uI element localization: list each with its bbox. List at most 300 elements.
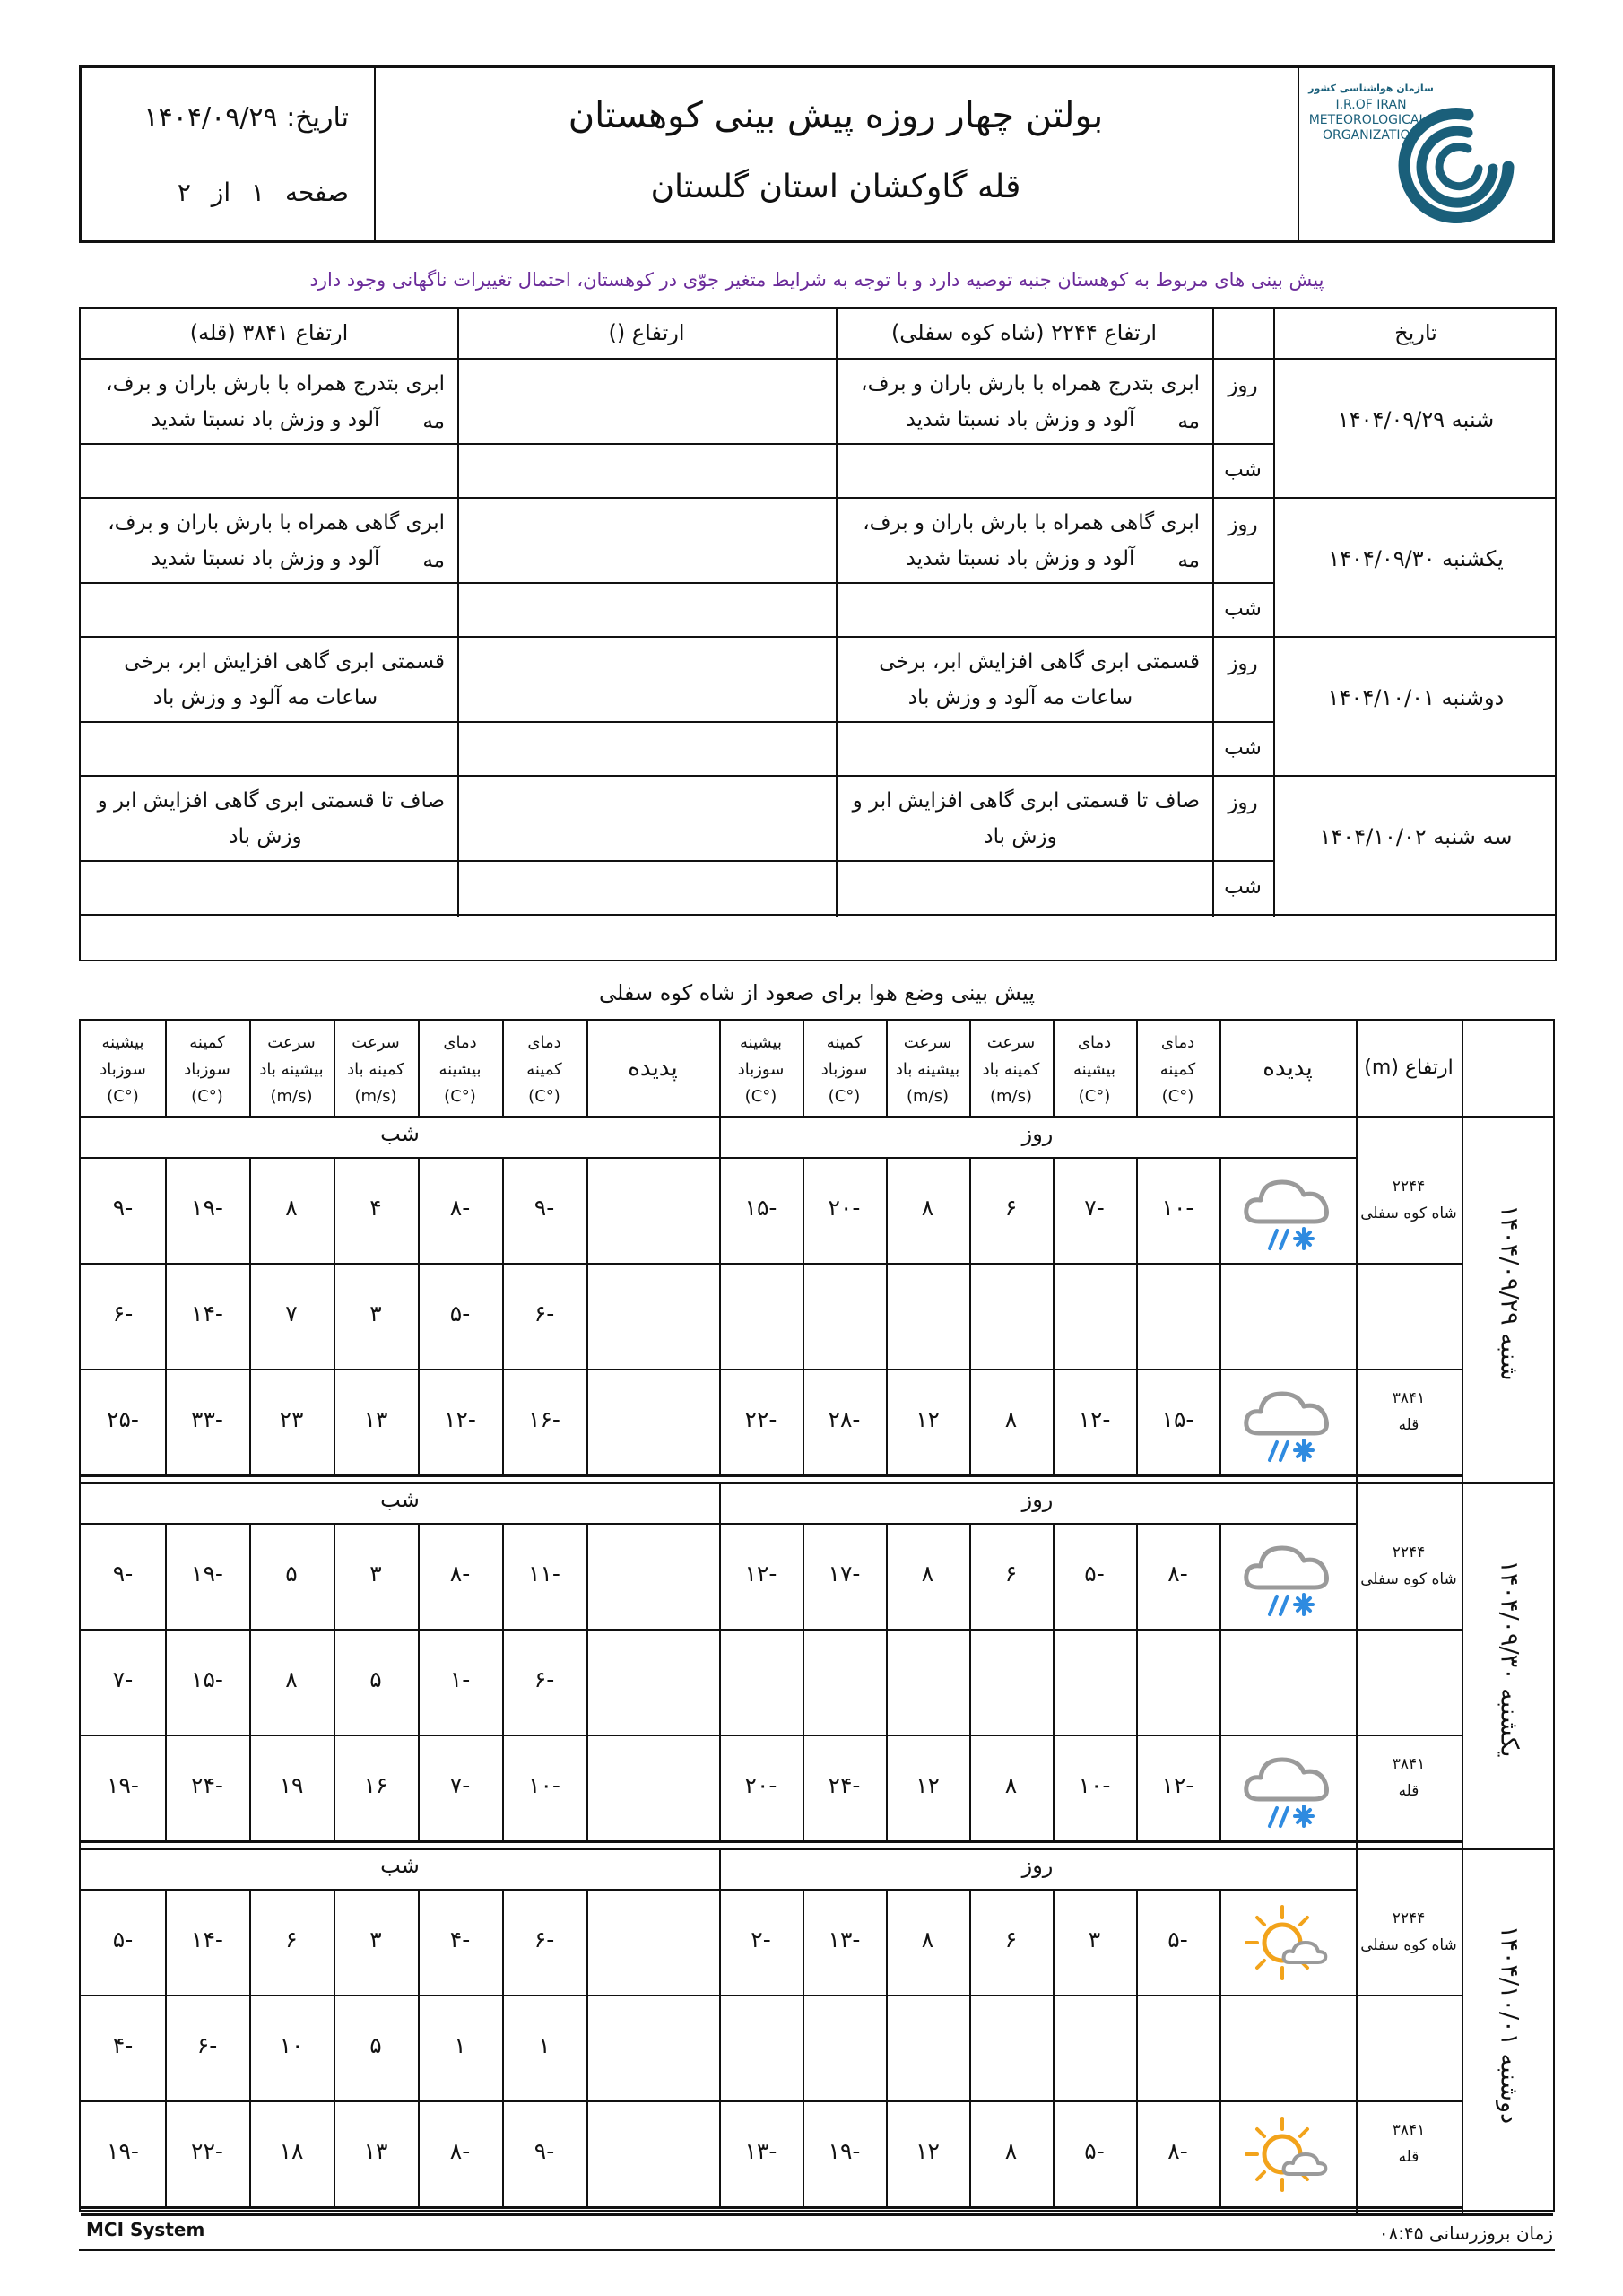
header-col-divider xyxy=(249,1021,251,1116)
header-date-cell xyxy=(82,68,376,240)
forecast-date: دوشنبه ۱۴۰۴/۱۰/۰۱ xyxy=(1327,685,1505,710)
forecast-text-2244-day-cont: ساعات مه آلود و وزش باد xyxy=(907,686,1133,709)
cell-divider xyxy=(1136,1263,1138,1369)
day-value-min_temp: -۱۲ xyxy=(1161,1772,1194,1798)
forecast-text-2244-day-cont: آلود و وزش باد نسبتا شدید xyxy=(906,547,1135,570)
day-value-max_wind: ۱۲ xyxy=(916,2138,940,2164)
night-value-min_chill: -۶ xyxy=(196,2032,218,2058)
day-night-divider xyxy=(81,443,1273,445)
night-value-min_chill: -۱۴ xyxy=(191,1300,223,1326)
forecast-text-2244-day: صاف تا قسمتی ابری گاهی افزایش ابر و xyxy=(852,789,1200,813)
cell-divider xyxy=(803,1629,804,1735)
climb-day-date: یکشنبه ۱۴۰۴/۰۹/۳۰ xyxy=(1495,1560,1523,1758)
cell-divider xyxy=(586,1263,588,1369)
header-col-divider xyxy=(1462,1021,1463,1116)
row-divider xyxy=(81,1474,1462,1477)
day-header-max_temp-line: دمای xyxy=(1077,1033,1112,1052)
elevation-place: شاه کوه سفلی xyxy=(1360,1570,1457,1588)
night-header-min_temp-line: دمای xyxy=(527,1033,561,1052)
day-header-max_chill-line: بیشینه xyxy=(739,1033,782,1052)
cloud-snow-rain-icon xyxy=(1239,1744,1338,1833)
night-header-min_wind-line: (m/s) xyxy=(354,1087,397,1106)
night-value-max_chill: -۵ xyxy=(112,1926,134,1952)
night-value-max_wind: ۷ xyxy=(285,1300,298,1326)
elevation-value: ۳۸۴۱ xyxy=(1392,1389,1426,1407)
night-value-min_temp: -۶ xyxy=(534,1300,555,1326)
cell-divider xyxy=(886,1995,888,2100)
header-elevation-2244: ارتفاع ۲۲۴۴ (شاه کوه سفلی) xyxy=(890,320,1158,345)
footer-system-name: MCI System xyxy=(86,2219,205,2240)
night-value-max_wind: ۵ xyxy=(285,1561,298,1587)
night-value-min_temp: ۱ xyxy=(538,2032,551,2058)
forecast-text-3841-day: صاف تا قسمتی ابری گاهی افزایش ابر و xyxy=(97,789,445,813)
day-section-label: روز xyxy=(1021,1121,1054,1146)
night-header-max_wind-line: (m/s) xyxy=(270,1087,313,1106)
night-value-max_wind: ۸ xyxy=(285,1666,298,1692)
row-divider xyxy=(81,1369,1462,1370)
day-value-min_temp: -۱۵ xyxy=(1161,1406,1194,1432)
elevation-value: ۲۲۴۴ xyxy=(1392,1544,1426,1561)
night-value-min_temp: -۱۱ xyxy=(528,1561,560,1587)
section-label-divider xyxy=(719,1482,721,1523)
logo-text-persian: سازمان هواشناسی کشور xyxy=(1308,83,1434,94)
bulletin-date: تاریخ: ۱۴۰۴/۰۹/۲۹ xyxy=(143,102,349,134)
day-value-max_chill: -۱۲ xyxy=(744,1561,777,1587)
night-value-max_temp: -۱ xyxy=(449,1666,471,1692)
header-elevation: ارتفاع (m) xyxy=(1364,1057,1454,1079)
elevation-place: قله xyxy=(1398,1416,1419,1434)
header-col-divider xyxy=(803,1021,804,1116)
night-value-min_wind: ۵ xyxy=(369,2032,382,2058)
day-value-max_chill: -۲۲ xyxy=(744,1406,777,1432)
night-value-min_wind: ۴ xyxy=(369,1195,382,1221)
cell-divider xyxy=(1219,1889,1221,1995)
cell-divider xyxy=(886,1263,888,1369)
cell-divider xyxy=(969,1263,971,1369)
forecast-text-3841-day: ابری گاهی همراه با بارش باران و برف، مه xyxy=(108,511,445,572)
forecast-text-2244-day: قسمتی ابری گاهی افزایش ابر، برخی xyxy=(879,650,1200,674)
night-header-min_wind-line: سرعت xyxy=(352,1033,400,1052)
night-value-min_chill: -۱۵ xyxy=(191,1666,223,1692)
cell-divider xyxy=(1219,1523,1221,1629)
night-value-max_wind: ۱۹ xyxy=(279,1772,304,1798)
footer-update-time: زمان بروزرسانی ۰۸:۴۵ xyxy=(1378,2222,1553,2244)
night-value-min_wind: ۳ xyxy=(369,1926,382,1952)
forecast-text-2244-day: ابری بتدرج همراه با بارش باران و برف، مه xyxy=(861,372,1200,433)
header-bottom-divider xyxy=(81,1116,1553,1118)
night-value-min_chill: -۳۳ xyxy=(191,1406,223,1432)
day-header-max_temp-line: (°C) xyxy=(1078,1087,1111,1106)
day-section-label: روز xyxy=(1021,1853,1054,1878)
sun-cloud-icon xyxy=(1239,1898,1338,1987)
day-value-min_chill: -۲۴ xyxy=(828,1772,861,1798)
section-label-bottom xyxy=(81,1523,1356,1525)
elevation-place: قله xyxy=(1398,2148,1419,2166)
header-col-divider xyxy=(418,1021,420,1116)
night-header-min_chill-line: سوزباد xyxy=(184,1060,230,1079)
night-value-min_temp: -۹ xyxy=(534,1195,555,1221)
night-value-max_wind: ۱۸ xyxy=(279,2138,304,2164)
bulletin-header xyxy=(79,65,1555,243)
day-value-min_temp: -۸ xyxy=(1167,2138,1188,2164)
cell-divider xyxy=(586,1889,588,1995)
column-divider xyxy=(457,309,459,917)
day-value-min_temp: -۸ xyxy=(1167,1561,1188,1587)
night-value-min_temp: -۶ xyxy=(534,1926,555,1952)
day-section-label: روز xyxy=(1021,1487,1054,1512)
day-header-min_chill-line: کمینه xyxy=(826,1033,863,1052)
forecast-text-2244-day: ابری گاهی همراه با بارش باران و برف، مه xyxy=(863,511,1200,572)
row-divider xyxy=(81,2206,1462,2209)
section-label-divider xyxy=(719,1116,721,1157)
cloud-snow-rain-icon xyxy=(1239,1166,1338,1256)
header-divider xyxy=(81,358,1555,360)
bulletin-subtitle: قله گاوکشان استان گلستان xyxy=(650,169,1021,205)
night-label: شب xyxy=(1224,458,1262,482)
day-value-max_wind: ۱۲ xyxy=(916,1772,940,1798)
row-divider xyxy=(81,1840,1462,1843)
cell-divider xyxy=(1219,1369,1221,1474)
day-header-max_chill-line: (°C) xyxy=(744,1087,777,1106)
cell-divider xyxy=(586,2100,588,2206)
night-value-min_wind: ۱۳ xyxy=(363,2138,388,2164)
night-header-max_temp-line: بیشینه xyxy=(438,1060,482,1079)
day-header-max_wind xyxy=(886,1021,969,1116)
header-col-divider xyxy=(1053,1021,1055,1116)
cloud-snow-rain-icon xyxy=(1239,1378,1338,1467)
night-value-max_wind: ۶ xyxy=(285,1926,298,1952)
cell-divider xyxy=(1356,1263,1358,1369)
day-header-min_temp-line: دمای xyxy=(1160,1033,1195,1052)
day-night-divider xyxy=(81,860,1273,862)
night-header-min_temp-line: کمینه xyxy=(526,1060,562,1079)
cloud-snow-rain-icon xyxy=(1239,1532,1338,1622)
elevation-value: ۳۸۴۱ xyxy=(1392,2121,1426,2139)
elevation-place: قله xyxy=(1398,1782,1419,1800)
night-value-max_chill: -۱۹ xyxy=(107,1772,139,1798)
day-value-min_wind: ۸ xyxy=(1004,1772,1018,1798)
row-divider xyxy=(81,1735,1462,1736)
night-header-max_wind-line: بیشینه باد xyxy=(259,1060,324,1079)
section-label-bottom xyxy=(81,1889,1356,1891)
day-header-min_chill-line: (°C) xyxy=(828,1087,861,1106)
page-indicator: صفحه ۱ از ۲ xyxy=(177,178,349,207)
day-value-max_wind: ۸ xyxy=(921,1195,934,1221)
cell-divider xyxy=(719,1263,721,1369)
night-value-max_temp: -۱۲ xyxy=(444,1406,476,1432)
cell-divider xyxy=(1053,1995,1055,2100)
cell-divider xyxy=(803,1995,804,2100)
day-header-min_temp-line: (°C) xyxy=(1161,1087,1194,1106)
cell-divider xyxy=(586,1157,588,1263)
cell-divider xyxy=(1219,2100,1221,2206)
day-value-min_temp: -۵ xyxy=(1167,1926,1188,1952)
forecast-date: شنبه ۱۴۰۴/۰۹/۲۹ xyxy=(1337,407,1495,432)
header-col-divider xyxy=(502,1021,504,1116)
night-value-min_chill: -۲۴ xyxy=(191,1772,223,1798)
header-col-divider xyxy=(586,1021,588,1116)
day-value-max_chill: -۱۵ xyxy=(744,1195,777,1221)
night-header-min_chill-line: (°C) xyxy=(191,1087,223,1106)
cell-divider xyxy=(719,1629,721,1735)
forecast-text-3841-day-cont: آلود و وزش باد نسبتا شدید xyxy=(151,547,380,570)
header-col-divider xyxy=(719,1021,721,1116)
cell-divider xyxy=(1356,1995,1358,2100)
cell-divider xyxy=(1356,1629,1358,1735)
night-header-min_wind-line: کمینه باد xyxy=(347,1060,404,1079)
night-label: شب xyxy=(1224,875,1262,899)
day-header-max_wind-line: بیشینه باد xyxy=(895,1060,960,1079)
day-value-max_temp: -۵ xyxy=(1084,2138,1105,2164)
day-header-max_wind-line: (m/s) xyxy=(906,1087,950,1106)
forecast-date: سه شنبه ۱۴۰۴/۱۰/۰۲ xyxy=(1319,824,1513,849)
day-value-min_wind: ۶ xyxy=(1004,1561,1018,1587)
header-elevation-3841: ارتفاع ۳۸۴۱ (قله) xyxy=(189,320,349,345)
elevation-place: شاه کوه سفلی xyxy=(1360,1936,1457,1954)
day-block-divider xyxy=(81,914,1555,916)
day-value-min_wind: ۶ xyxy=(1004,1926,1018,1952)
cell-divider xyxy=(1219,1629,1221,1735)
day-value-max_temp: -۱۰ xyxy=(1078,1772,1111,1798)
day-value-min_wind: ۸ xyxy=(1004,2138,1018,2164)
cell-divider xyxy=(719,1995,721,2100)
header-elevation-empty: ارتفاع () xyxy=(608,320,685,345)
night-value-min_wind: ۱۳ xyxy=(363,1406,388,1432)
day-value-max_wind: ۸ xyxy=(921,1561,934,1587)
night-header-max_wind-line: سرعت xyxy=(267,1033,316,1052)
night-header-min_temp xyxy=(502,1021,586,1116)
day-header-min_wind-line: سرعت xyxy=(986,1033,1036,1052)
climb-day-divider xyxy=(81,1848,1553,1850)
day-label: روز xyxy=(1228,652,1258,675)
day-header-min_wind xyxy=(969,1021,1053,1116)
forecast-text-3841-day-cont: وزش باد xyxy=(229,825,302,848)
night-value-max_wind: ۸ xyxy=(285,1195,298,1221)
day-value-min_chill: -۱۳ xyxy=(828,1926,861,1952)
night-section-label: شب xyxy=(380,1121,420,1146)
climb-forecast-title: پیش بینی وضع هوا برای صعود از شاه کوه سفلی xyxy=(598,980,1036,1005)
night-value-max_temp: -۵ xyxy=(449,1300,471,1326)
day-value-max_temp: -۱۲ xyxy=(1078,1406,1111,1432)
night-value-min_wind: ۵ xyxy=(369,1666,382,1692)
elevation-value: ۲۲۴۴ xyxy=(1392,1909,1426,1927)
night-header-max_chill xyxy=(81,1021,165,1116)
night-value-min_chill: -۱۹ xyxy=(191,1561,223,1587)
cell-divider xyxy=(1136,1995,1138,2100)
night-value-min_temp: -۱۰ xyxy=(528,1772,560,1798)
cell-divider xyxy=(586,1369,588,1474)
header-title-cell xyxy=(374,68,1299,240)
night-value-min_chill: -۱۹ xyxy=(191,1195,223,1221)
day-value-max_temp: ۳ xyxy=(1088,1926,1101,1952)
cell-divider xyxy=(1219,1995,1221,2100)
day-value-min_wind: ۸ xyxy=(1004,1406,1018,1432)
night-value-min_temp: -۱۶ xyxy=(528,1406,560,1432)
day-header-min_wind-line: کمینه باد xyxy=(982,1060,1040,1079)
footer-divider xyxy=(79,2249,1555,2251)
day-night-divider xyxy=(81,721,1273,723)
day-header-min_wind-line: (m/s) xyxy=(989,1087,1033,1106)
day-label: روز xyxy=(1228,791,1258,814)
forecast-text-3841-day-cont: آلود و وزش باد نسبتا شدید xyxy=(151,408,380,431)
night-label: شب xyxy=(1224,597,1262,621)
night-value-min_chill: -۱۴ xyxy=(191,1926,223,1952)
climb-day-date: دوشنبه ۱۴۰۴/۱۰/۰۱ xyxy=(1495,1925,1523,2125)
day-header-min_temp-line: کمینه xyxy=(1159,1060,1196,1079)
cell-divider xyxy=(1219,1263,1221,1369)
elevation-value: ۳۸۴۱ xyxy=(1392,1755,1426,1773)
night-header-min_wind xyxy=(334,1021,418,1116)
day-value-min_chill: -۲۰ xyxy=(828,1195,861,1221)
day-night-divider xyxy=(81,582,1273,584)
day-label: روز xyxy=(1228,374,1258,397)
sun-cloud-icon xyxy=(1239,2109,1338,2199)
night-header-phenomenon: پدیده xyxy=(628,1055,678,1082)
cell-divider xyxy=(1136,1629,1138,1735)
cell-divider xyxy=(586,1629,588,1735)
bulletin-title: بولتن چهار روزه پیش بینی کوهستان xyxy=(568,95,1104,136)
disclaimer-notice: پیش بینی های مربوط به کوهستان جنبه توصیه دارد و با توجه به شرایط متغیر جوّی در کوهستان، احتمال تغییرات ناگهانی وجود دارد xyxy=(309,269,1324,291)
logo-text-line2: I.R.OF IRAN xyxy=(1335,98,1407,112)
climb-forecast-table xyxy=(79,1019,1555,2212)
night-value-min_temp: -۹ xyxy=(534,2138,555,2164)
night-value-max_temp: -۸ xyxy=(449,1561,471,1587)
night-header-max_temp-line: دمای xyxy=(443,1033,477,1052)
night-value-max_chill: -۲۵ xyxy=(107,1406,139,1432)
cell-divider xyxy=(1053,1263,1055,1369)
night-value-max_temp: -۸ xyxy=(449,2138,471,2164)
night-value-max_wind: ۱۰ xyxy=(279,2032,304,2058)
night-header-min_temp-line: (°C) xyxy=(528,1087,560,1106)
day-value-max_chill: -۱۳ xyxy=(744,2138,777,2164)
header-col-divider xyxy=(1219,1021,1221,1116)
day-block-divider xyxy=(81,497,1555,499)
cell-divider xyxy=(586,1995,588,2100)
day-value-max_wind: ۸ xyxy=(921,1926,934,1952)
day-header-min_chill-line: سوزباد xyxy=(820,1060,868,1079)
night-value-max_wind: ۲۳ xyxy=(279,1406,304,1432)
header-col-divider xyxy=(334,1021,335,1116)
date-col-divider xyxy=(1462,1848,1463,2213)
night-value-min_wind: ۳ xyxy=(369,1561,382,1587)
row-divider xyxy=(81,1263,1462,1265)
night-value-max_chill: -۹ xyxy=(112,1561,134,1587)
night-section-label: شب xyxy=(380,1853,420,1878)
night-header-max_temp xyxy=(418,1021,502,1116)
cell-divider xyxy=(969,1995,971,2100)
column-divider xyxy=(836,309,838,917)
day-header-max_temp-line: بیشینه xyxy=(1072,1060,1115,1079)
cell-divider xyxy=(586,1523,588,1629)
night-value-max_temp: -۸ xyxy=(449,1195,471,1221)
cell-divider xyxy=(969,1629,971,1735)
night-value-min_chill: -۲۲ xyxy=(191,2138,223,2164)
day-value-min_chill: -۱۷ xyxy=(828,1561,861,1587)
row-divider xyxy=(81,1629,1462,1631)
row-divider xyxy=(81,1995,1462,1996)
header-col-divider xyxy=(165,1021,167,1116)
forecast-text-3841-day: ابری بتدرج همراه با بارش باران و برف، مه xyxy=(106,372,445,433)
day-header-min_temp xyxy=(1136,1021,1219,1116)
night-value-max_chill: -۶ xyxy=(112,1300,134,1326)
header-logo-cell xyxy=(1298,68,1552,240)
forecast-text-3841-day-cont: ساعات مه آلود و وزش باد xyxy=(152,686,378,709)
day-label: روز xyxy=(1228,513,1258,536)
day-block-divider xyxy=(81,636,1555,638)
header-date: تاریخ xyxy=(1394,320,1437,345)
four-day-forecast-table xyxy=(79,307,1557,961)
header-col-divider xyxy=(886,1021,888,1116)
day-header-phenomenon: پدیده xyxy=(1263,1055,1313,1082)
day-header-max_temp xyxy=(1053,1021,1136,1116)
day-value-max_chill: -۲۰ xyxy=(744,1772,777,1798)
cell-divider xyxy=(1219,1157,1221,1263)
day-header-max_wind-line: سرعت xyxy=(903,1033,952,1052)
header-col-divider xyxy=(969,1021,971,1116)
cell-divider xyxy=(803,1263,804,1369)
forecast-date: یکشنبه ۱۴۰۴/۰۹/۳۰ xyxy=(1328,546,1504,571)
night-label: شب xyxy=(1224,736,1262,760)
night-header-max_chill-line: سوزباد xyxy=(100,1060,146,1079)
header-col-divider xyxy=(1356,1021,1358,1116)
day-value-min_temp: -۱۰ xyxy=(1161,1195,1194,1221)
section-label-divider xyxy=(719,1848,721,1889)
night-header-max_temp-line: (°C) xyxy=(444,1087,476,1106)
day-value-max_chill: -۲ xyxy=(751,1926,771,1952)
night-value-min_wind: ۱۶ xyxy=(363,1772,388,1798)
night-value-max_chill: -۷ xyxy=(112,1666,134,1692)
day-value-max_wind: ۱۲ xyxy=(916,1406,940,1432)
night-value-max_temp: -۴ xyxy=(449,1926,471,1952)
night-value-max_temp: -۷ xyxy=(449,1772,471,1798)
cell-divider xyxy=(1219,1735,1221,1840)
section-label-bottom xyxy=(81,1157,1356,1159)
night-header-max_wind xyxy=(249,1021,334,1116)
day-value-max_temp: -۵ xyxy=(1084,1561,1105,1587)
cell-divider xyxy=(1053,1629,1055,1735)
night-value-max_chill: -۱۹ xyxy=(107,2138,139,2164)
day-header-max_chill xyxy=(719,1021,803,1116)
night-header-min_chill-line: کمینه xyxy=(189,1033,225,1052)
night-header-min_chill xyxy=(165,1021,249,1116)
night-value-min_wind: ۳ xyxy=(369,1300,382,1326)
day-header-min_chill xyxy=(803,1021,886,1116)
night-value-min_temp: -۶ xyxy=(534,1666,555,1692)
elevation-value: ۲۲۴۴ xyxy=(1392,1178,1426,1196)
forecast-text-2244-day-cont: آلود و وزش باد نسبتا شدید xyxy=(906,408,1135,431)
logo-text-line3: METEOROLOGICAL xyxy=(1308,113,1427,127)
climb-day-divider xyxy=(81,1482,1553,1484)
forecast-text-2244-day-cont: وزش باد xyxy=(984,825,1057,848)
night-section-label: شب xyxy=(380,1487,420,1512)
logo-text-line4: ORGANIZATION xyxy=(1322,128,1420,143)
night-value-max_temp: ۱ xyxy=(454,2032,466,2058)
meteorological-organization-logo xyxy=(1298,68,1554,240)
night-header-max_chill-line: بیشینه xyxy=(101,1033,144,1052)
day-value-min_chill: -۱۹ xyxy=(828,2138,861,2164)
night-header-max_chill-line: (°C) xyxy=(107,1087,139,1106)
cell-divider xyxy=(886,1629,888,1735)
day-block-divider xyxy=(81,775,1555,777)
elevation-place: شاه کوه سفلی xyxy=(1360,1205,1457,1222)
date-col-divider xyxy=(1462,1116,1463,1482)
climb-day-date: شنبه ۱۴۰۴/۰۹/۲۹ xyxy=(1495,1205,1523,1381)
climb-day-divider xyxy=(81,2213,1553,2216)
night-value-max_chill: -۹ xyxy=(112,1195,134,1221)
day-value-min_wind: ۶ xyxy=(1004,1195,1018,1221)
night-value-max_chill: -۴ xyxy=(112,2032,134,2058)
date-col-divider xyxy=(1462,1482,1463,1848)
